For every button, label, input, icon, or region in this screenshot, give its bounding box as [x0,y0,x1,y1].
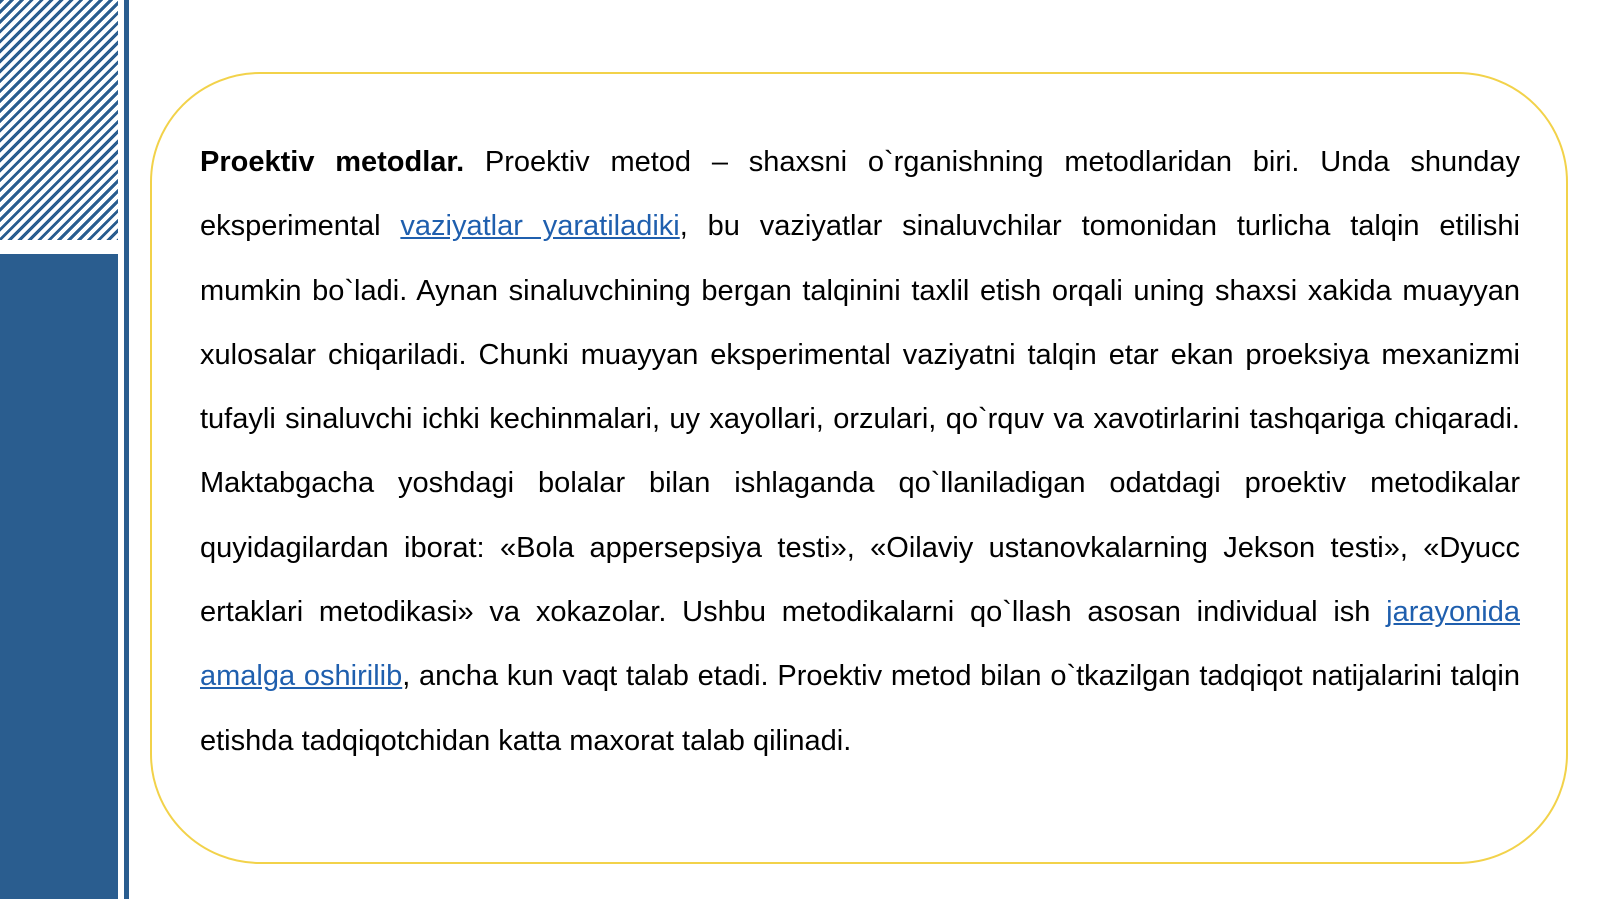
decorative-vertical-line [124,0,129,899]
paragraph-text-part-2: , bu vaziyatlar sinaluvchilar tomonidan turlicha talqin etilishi mumkin bo`ladi. Aynan sinaluvchining bergan talqinini taxlil etish orqali uning shaxsi xakida muayyan xulosalar chiqariladi. Chunki muayyan eksperimental vaziyatni talqin etar ekan proeksiya mexanizmi tufayli sinaluvchi ichki kechinmalari, uy xayollari, orzulari, qo`rquv va xavotirlarini tashqariga chiqaradi. Maktabgacha yoshdagi bolalar bilan ishlaganda qo`llaniladigan odatdagi proektiv metodikalar quyidagilardan iborat: «Bola appersepsiya testi», «Oilaviy ustanovkalarning Jekson testi», «Dyucc ertaklari metodikasi» va xokazolar. Ushbu metodikalarni qo`llash asosan individual ish [200,210,1520,629]
decorative-stripes [0,0,118,240]
link-jarayonida-amalga-oshirilib[interactable]: jarayonida amalga oshirilib [200,596,1520,693]
link-vaziyatlar-yaratiladiki[interactable]: vaziyatlar yaratiladiki [400,210,680,243]
body-paragraph [200,130,1520,773]
paragraph-text-part-1: Proektiv metod – shaxsni o`rganishning metodlaridan biri. Unda shunday eksperimental [200,146,1520,243]
paragraph-heading: Proektiv metodlar. [200,146,465,178]
paragraph-text-part-3: , ancha kun vaqt talab etadi. Proektiv metod bilan o`tkazilgan tadqiqot natijalarini talqin etishda tadqiqotchidan katta maxorat talab qilinadi. [200,660,1520,757]
decorative-blue-bar [0,254,118,899]
